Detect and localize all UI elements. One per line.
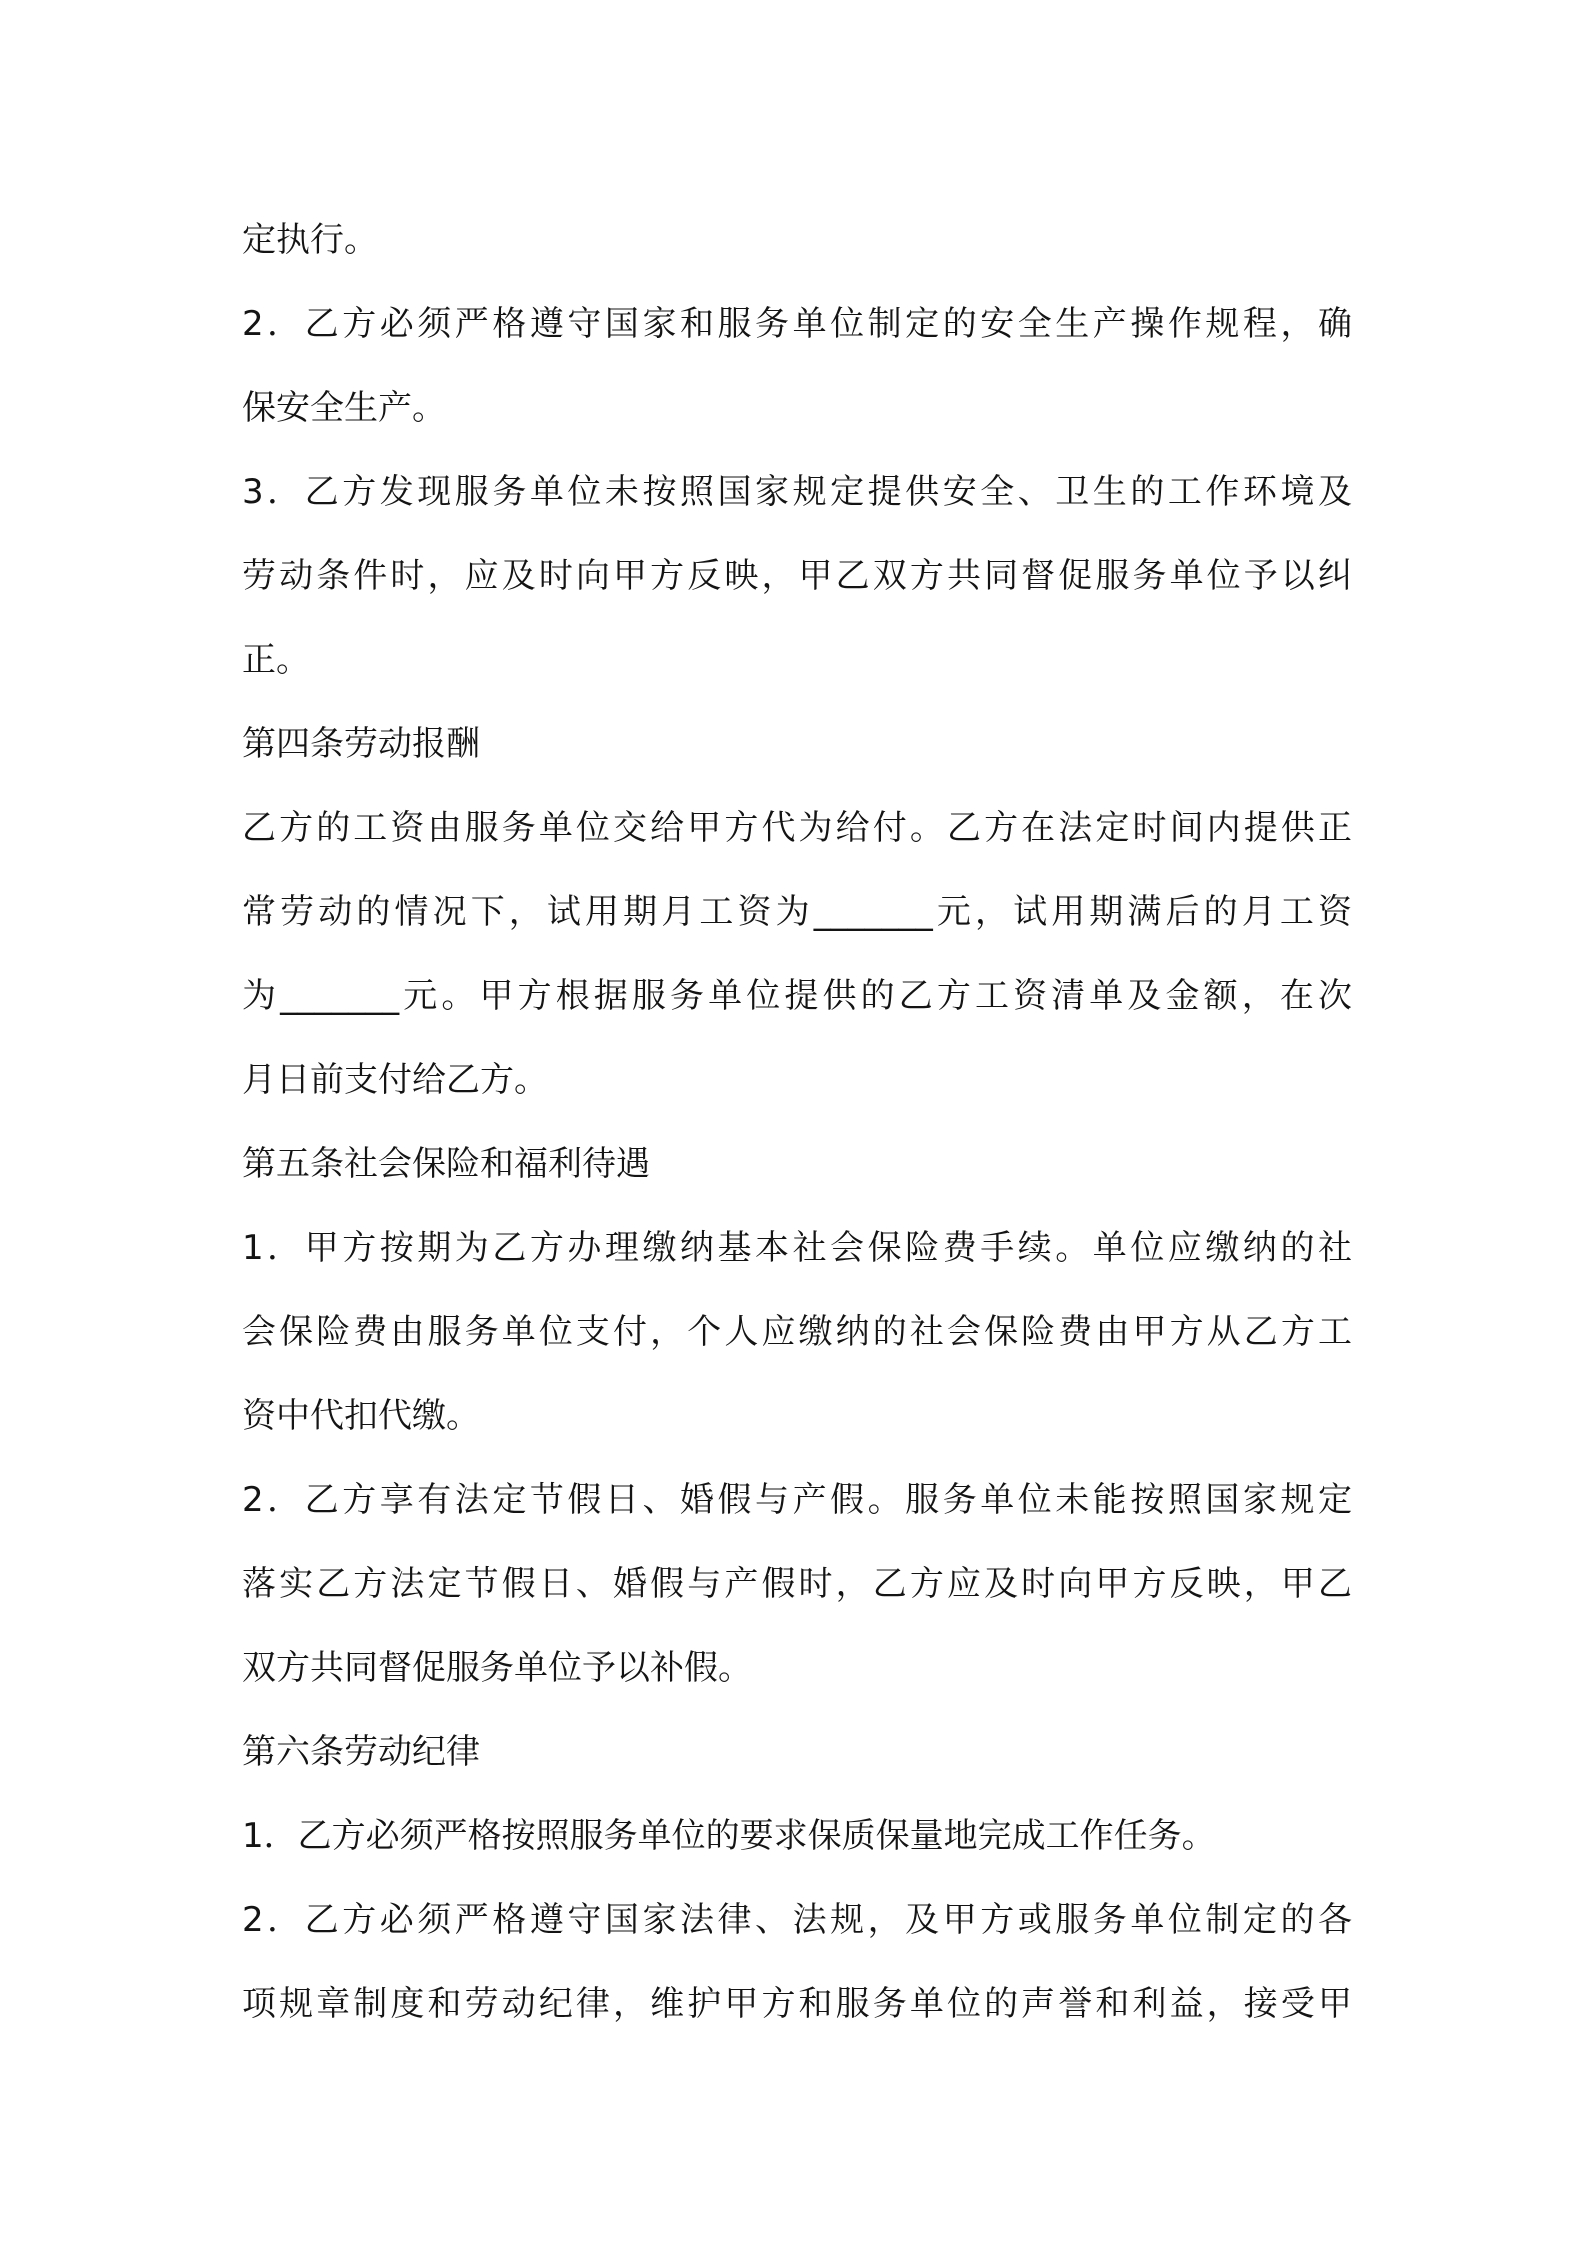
text-line-17: 落实乙方法定节假日、婚假与产假时，乙方应及时向甲方反映，甲乙: [242, 1564, 1352, 1604]
text-line-6: 正。: [242, 640, 310, 680]
text-line-22: 项规章制度和劳动纪律，维护甲方和服务单位的声誉和利益，接受甲: [242, 1984, 1352, 2024]
text-line-15: 资中代扣代缴。: [242, 1396, 480, 1436]
text-line-4: 3．乙方发现服务单位未按照国家规定提供安全、卫生的工作环境及: [242, 472, 1352, 512]
text-line-21: 2．乙方必须严格遵守国家法律、法规，及甲方或服务单位制定的各: [242, 1900, 1352, 1940]
text-line-9: 常劳动的情况下，试用期月工资为_______元，试用期满后的月工资: [242, 892, 1352, 932]
text-line-3: 保安全生产。: [242, 388, 446, 428]
text-line-18: 双方共同督促服务单位予以补假。: [242, 1648, 752, 1688]
text-line-2: 2．乙方必须严格遵守国家和服务单位制定的安全生产操作规程，确: [242, 304, 1352, 344]
text-line-1: 定执行。: [242, 220, 378, 260]
document-body: [242, 198, 1352, 2046]
text-line-10: 为_______元。甲方根据服务单位提供的乙方工资清单及金额，在次: [242, 976, 1352, 1016]
text-line-20: 1．乙方必须严格按照服务单位的要求保质保量地完成工作任务。: [242, 1816, 1216, 1856]
text-line-11: 月日前支付给乙方。: [242, 1060, 548, 1100]
section-heading-article-6: 第六条劳动纪律: [242, 1732, 480, 1772]
section-heading-article-5: 第五条社会保险和福利待遇: [242, 1144, 650, 1184]
text-line-14: 会保险费由服务单位支付，个人应缴纳的社会保险费由甲方从乙方工: [242, 1312, 1352, 1352]
section-heading-article-4: 第四条劳动报酬: [242, 724, 480, 764]
text-line-8: 乙方的工资由服务单位交给甲方代为给付。乙方在法定时间内提供正: [242, 808, 1352, 848]
text-line-16: 2．乙方享有法定节假日、婚假与产假。服务单位未能按照国家规定: [242, 1480, 1352, 1520]
text-line-13: 1．甲方按期为乙方办理缴纳基本社会保险费手续。单位应缴纳的社: [242, 1228, 1352, 1268]
text-line-5: 劳动条件时，应及时向甲方反映，甲乙双方共同督促服务单位予以纠: [242, 556, 1352, 596]
